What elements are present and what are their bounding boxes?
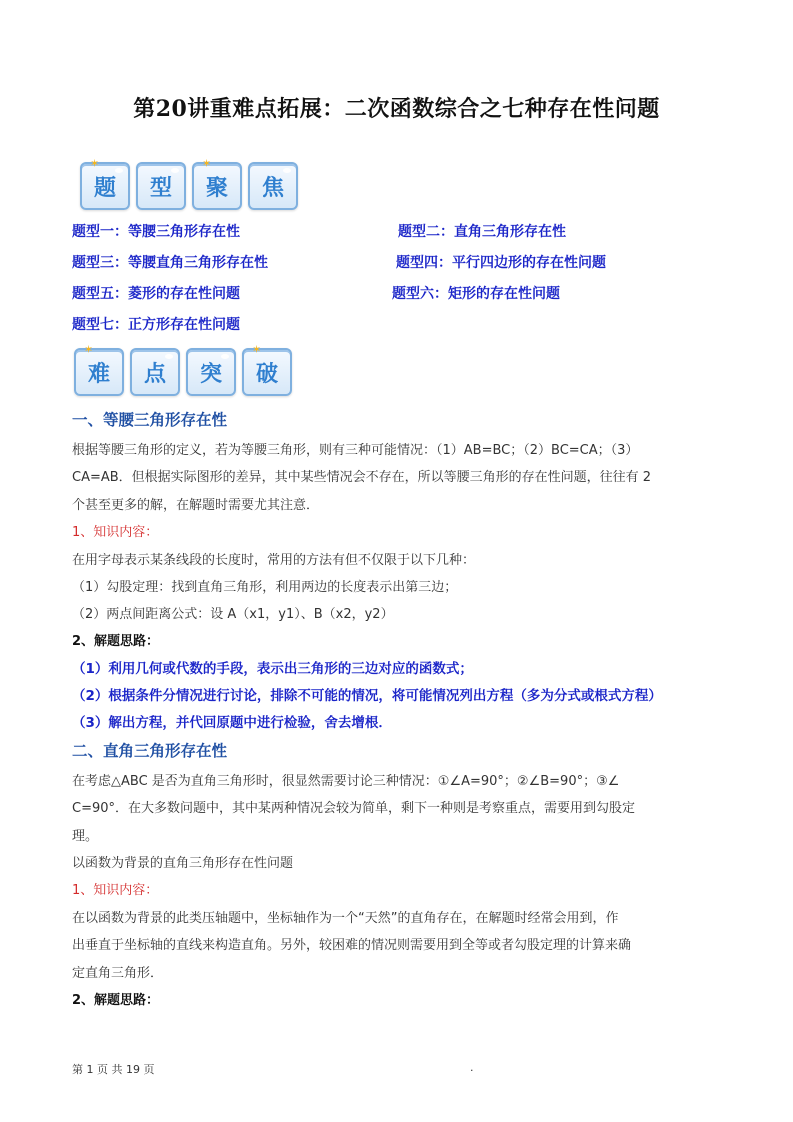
banner-tile: 焦 [248, 162, 298, 210]
type-item: 题型六：矩形的存在性问题 [392, 286, 560, 302]
paragraph-line: 出垂直于坐标轴的直线来构造直角。另外，较困难的情况则需要用到全等或者勾股定理的计算来确 [72, 938, 632, 953]
highlight-icon [115, 168, 123, 173]
type-item: 题型五：菱形的存在性问题 [72, 286, 240, 302]
star-icon: ✶ [90, 157, 100, 170]
page-title: 第20讲重难点拓展：二次函数综合之七种存在性问题 [133, 96, 660, 122]
solution-label: 2、解题思路： [72, 634, 160, 649]
type-item: 题型二：直角三角形存在性 [398, 224, 566, 240]
paragraph-line: 在考虑△ABC 是否为直角三角形时，很显然需要讨论三种情况：①∠A=90°；②∠B=90°；③∠ [72, 774, 620, 789]
banner-focus [80, 157, 304, 208]
solution-step: （2）根据条件分情况进行讨论，排除不可能的情况，将可能情况列出方程（多为分式或根式方程） [72, 688, 662, 704]
footer-dot: . [470, 1061, 474, 1074]
paragraph-line: 在以函数为背景的此类压轴题中，坐标轴作为一个“天然”的直角存在，在解题时经常会用到，作 [72, 911, 619, 926]
paragraph-line: C=90°．在大多数问题中，其中某两种情况会较为简单，剩下一种则是考察重点，需要用到勾股定 [72, 801, 636, 816]
star-icon: ✶ [202, 157, 212, 170]
solution-step: （3）解出方程，并代回原题中进行检验，舍去增根． [72, 715, 392, 731]
paragraph-line: 定直角三角形． [72, 966, 164, 981]
paragraph-line: 根据等腰三角形的定义，若为等腰三角形，则有三种可能情况：（1）AB=BC；（2）BC=CA；（3） [72, 443, 639, 458]
paragraph-line: 理。 [72, 829, 99, 844]
highlight-icon [171, 168, 179, 173]
list-item: （1）勾股定理：找到直角三角形，利用两边的长度表示出第三边； [72, 580, 458, 595]
subheading: 以函数为背景的直角三角形存在性问题 [72, 856, 294, 871]
list-item: （2）两点间距离公式：设 A（x1，y1）、B（x2，y2） [72, 607, 394, 622]
type-item: 题型四：平行四边形的存在性问题 [396, 255, 606, 271]
section-heading: 一、等腰三角形存在性 [72, 411, 228, 429]
knowledge-label: 1、知识内容： [72, 525, 159, 540]
banner-tile: 突 [186, 348, 236, 396]
paragraph-line: 在用字母表示某条线段的长度时，常用的方法有但不仅限于以下几种： [72, 553, 476, 568]
banner-tile: ✶ 破 [242, 348, 292, 396]
banner-breakthrough [74, 343, 298, 394]
banner-tile: 点 [130, 348, 180, 396]
type-item: 题型七：正方形存在性问题 [72, 317, 240, 333]
type-item: 题型三：等腰直角三角形存在性 [72, 255, 268, 271]
highlight-icon [283, 168, 291, 173]
section-heading: 二、直角三角形存在性 [72, 742, 228, 760]
paragraph-line: CA=AB．但根据实际图形的差异，其中某些情况会不存在，所以等腰三角形的存在性问题，往往有 2 [72, 470, 652, 485]
knowledge-label: 1、知识内容： [72, 883, 159, 898]
banner-tile: ✶ 聚 [192, 162, 242, 210]
highlight-icon [165, 354, 173, 359]
highlight-icon [221, 354, 229, 359]
star-icon: ✶ [252, 343, 262, 356]
banner-tile: ✶ 难 [74, 348, 124, 396]
banner-tile: ✶ 题 [80, 162, 130, 210]
type-item: 题型一：等腰三角形存在性 [72, 224, 240, 240]
star-icon: ✶ [84, 343, 94, 356]
solution-label: 2、解题思路： [72, 993, 160, 1008]
page-number: 第 1 页 共 19 页 [72, 1063, 155, 1076]
paragraph-line: 个甚至更多的解，在解题时需要尤其注意． [72, 498, 320, 513]
solution-step: （1）利用几何或代数的手段，表示出三角形的三边对应的函数式； [72, 661, 473, 677]
banner-tile: 型 [136, 162, 186, 210]
